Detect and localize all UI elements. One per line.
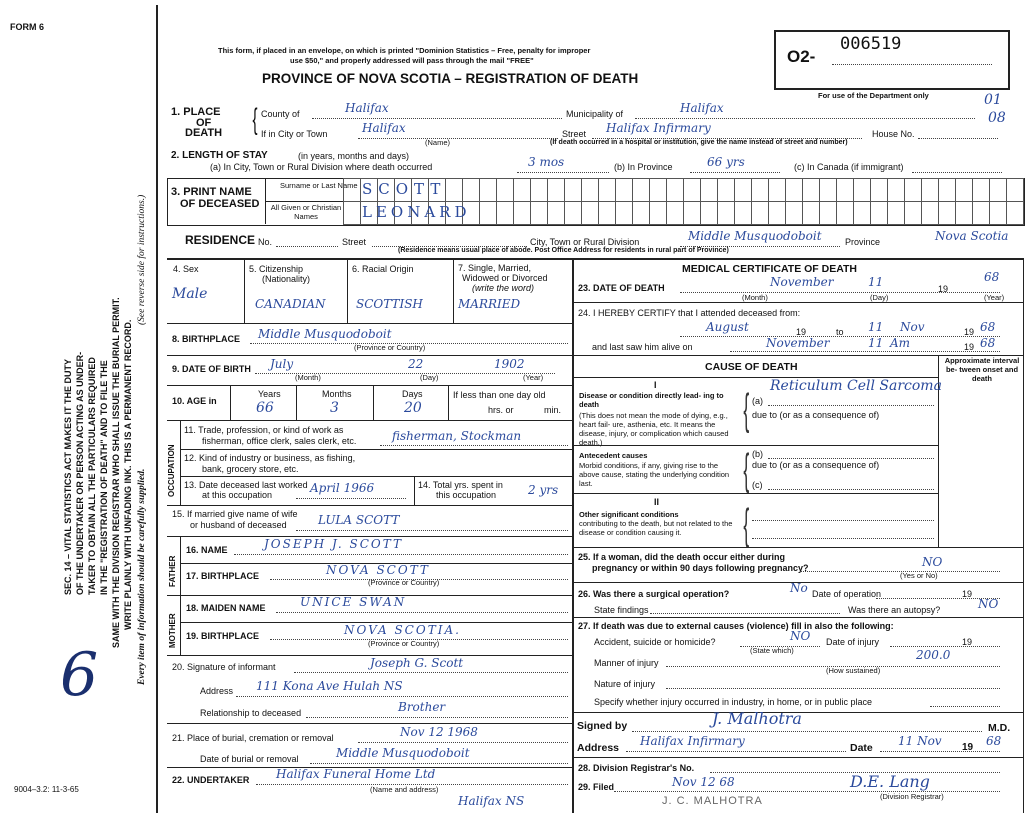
- residence-province-value: Nova Scotia: [935, 229, 1009, 243]
- street-label: Street: [562, 129, 587, 139]
- surgery-label: 26. Was there a surgical operation?: [578, 589, 730, 599]
- death-day-hint: (Day): [870, 293, 889, 302]
- informant-address: 111 Kona Ave Hulah NS: [256, 679, 403, 693]
- manner-label: Manner of injury: [594, 658, 659, 668]
- marital-label-1: 7. Single, Married,: [458, 263, 532, 273]
- burial-date-label: Date of burial or removal: [200, 754, 299, 764]
- cause-b-label: (b): [752, 449, 763, 459]
- accident-value: NO: [790, 629, 811, 643]
- undertaker-value: Halifax Funeral Home Ltd: [276, 767, 436, 781]
- registrar-signature: D.E. Lang: [850, 772, 930, 791]
- injury-year-prefix: 19: [962, 637, 973, 647]
- death-year: 68: [984, 270, 1000, 284]
- letter-box: [751, 178, 769, 202]
- printed-physician-name: J. C. MALHOTRA: [662, 795, 763, 807]
- letter-box: [802, 178, 820, 202]
- occupation-11-label: 11. Trade, profession, or kind of work as: [184, 425, 344, 435]
- antecedent-hint: Morbid conditions, if any, giving rise to the above cause, stating the underlying condition last.: [579, 461, 730, 488]
- certify-label: 24. I HEREBY CERTIFY that I attended deceased from:: [578, 308, 801, 318]
- registration-prefix: O2-: [787, 47, 816, 66]
- letter-box: [547, 201, 565, 225]
- occupation-12-label: 12. Kind of industry or business, as fishing,: [184, 453, 356, 463]
- envelope-notice-1: This form, if placed in an envelope, on which is printed "Dominion Statistics – Free, penalty for improper: [218, 46, 591, 55]
- informant-signature: Joseph G. Scott: [370, 656, 464, 670]
- interval-header: Approximate interval be- tween onset and death: [944, 356, 1020, 383]
- pregnancy-hint: (Yes or No): [900, 571, 938, 580]
- last-saw-month: November: [766, 336, 830, 350]
- medical-title: MEDICAL CERTIFICATE OF DEATH: [682, 263, 857, 275]
- occupation-11-label-b: fisherman, office clerk, sales clerk, etc.: [202, 436, 357, 446]
- letter-box: [785, 178, 803, 202]
- letter-box: [989, 178, 1007, 202]
- marital-value: MARRIED: [458, 297, 521, 311]
- md-label: M.D.: [988, 722, 1011, 734]
- autopsy-label: Was there an autopsy?: [848, 605, 941, 615]
- margin-handwritten-mark: 6: [60, 640, 99, 710]
- burial-date: Nov 12 1968: [400, 725, 478, 739]
- residence-no-label: No.: [258, 237, 273, 247]
- letter-box: [819, 178, 837, 202]
- attended-to-day: 11: [868, 320, 884, 334]
- letter-box: [683, 201, 701, 225]
- age-years-label: Years: [258, 389, 281, 399]
- occupation-side-label: OCCUPATION: [167, 444, 176, 497]
- residence-hint: (Residence means usual place of abode. Post Office Address for residents in rural part of Province): [398, 247, 729, 254]
- death-month: November: [770, 275, 834, 289]
- letter-box: [819, 201, 837, 225]
- dob-month-hint: (Month): [295, 373, 321, 382]
- sec14-line-1: SEC. 14 – VITAL STATISTICS ACT MAKES IT THE DUTY: [63, 358, 73, 595]
- relationship-value: Brother: [398, 700, 446, 714]
- stay-a-label: (a) In City, Town or Rural Division where death occurred: [210, 162, 433, 172]
- relationship-label: Relationship to deceased: [200, 708, 302, 718]
- dob-day-hint: (Day): [420, 373, 439, 382]
- surname-value: SCOTT: [362, 180, 447, 198]
- county-value: Halifax: [345, 101, 389, 115]
- county-label: County of: [261, 109, 300, 119]
- attended-from-year-prefix: 19: [796, 327, 807, 337]
- city-value: Halifax: [362, 121, 406, 135]
- age-days-label: Days: [402, 389, 423, 399]
- dept-code-1: 01: [984, 92, 1002, 108]
- institution-hint: (If death occurred in a hospital or institution, give the name instead of street and number): [550, 139, 848, 146]
- last-saw-year: 68: [980, 336, 996, 350]
- registration-number: 006519: [840, 34, 902, 54]
- age-days: 20: [404, 400, 422, 416]
- letter-box: [547, 178, 565, 202]
- age-months-label: Months: [322, 389, 352, 399]
- envelope-notice-2: use $50," and properly addressed will pass through the mail "FREE": [290, 56, 534, 65]
- direct-cause-hint: (This does not mean the mode of dying, e.g., heart fail- ure, asthenia, etc. It means the disease, injury, or complication which caused death.): [579, 411, 729, 447]
- signed-year-prefix: 19: [962, 742, 974, 753]
- sec14-line-6: WRITE PLAINLY WITH UNFADING INK. THIS IS A PERMANENT RECORD.: [123, 319, 133, 630]
- letter-box: [853, 178, 871, 202]
- letter-box: [530, 178, 548, 202]
- mother-birthplace-label: 19. BIRTHPLACE: [186, 631, 260, 641]
- birthplace-label: 8. BIRTHPLACE: [172, 334, 241, 344]
- marital-label-3: (write the word): [472, 283, 535, 293]
- letter-box: [598, 201, 616, 225]
- signed-year: 68: [986, 734, 1002, 748]
- surname-label: Surname or Last Name: [280, 181, 358, 190]
- occupation-13-label-b: at this occupation: [202, 490, 273, 500]
- stay-c-label: (c) In Canada (if immigrant): [794, 162, 904, 172]
- occupation-13-value: April 1966: [310, 481, 375, 495]
- letter-box: [1006, 201, 1024, 225]
- registrar-no-label: 28. Division Registrar's No.: [578, 763, 695, 773]
- signed-date-label: Date: [850, 742, 873, 754]
- age-min-label: min.: [544, 405, 562, 415]
- state-findings-label: State findings: [594, 605, 649, 615]
- dept-code-2: 08: [988, 110, 1006, 126]
- father-birthplace-hint: (Province or Country): [368, 578, 440, 587]
- letter-box: [717, 201, 735, 225]
- undertaker-label: 22. UNDERTAKER: [172, 775, 250, 785]
- letter-box: [717, 178, 735, 202]
- direct-cause-label: Disease or condition directly lead- ing to death: [579, 391, 724, 409]
- length-stay-label: 2. LENGTH OF STAY: [171, 150, 268, 161]
- last-saw-year-prefix: 19: [964, 342, 975, 352]
- mother-name-value: UNICE SWAN: [300, 595, 407, 609]
- sex-value: Male: [172, 286, 208, 302]
- accident-label: Accident, suicide or homicide?: [594, 637, 716, 647]
- letter-box: [802, 201, 820, 225]
- part-2-label: II: [654, 497, 660, 507]
- letter-box: [513, 178, 531, 202]
- burial-place: Middle Musquodoboit: [336, 746, 470, 760]
- cause-a-value: Reticulum Cell Sarcoma: [770, 378, 942, 394]
- registrar-hint: (Division Registrar): [880, 792, 944, 801]
- citizenship-value: CANADIAN: [255, 297, 326, 311]
- sec14-line-3: TAKER TO OBTAIN ALL THE PARTICULARS REQUIRED: [87, 357, 97, 595]
- death-month-hint: (Month): [742, 293, 768, 302]
- letter-box: [955, 201, 973, 225]
- death-date-label: 23. DATE OF DEATH: [578, 283, 665, 293]
- birthplace-hint: (Province or Country): [354, 343, 426, 352]
- racial-origin-value: SCOTTISH: [356, 297, 423, 311]
- age-hrs-label: hrs. or: [488, 405, 514, 415]
- letter-box: [921, 178, 939, 202]
- dob-day: 22: [408, 357, 424, 371]
- letter-box: [649, 201, 667, 225]
- city-name-hint: (Name): [425, 138, 451, 147]
- surgery-value: No: [790, 581, 808, 595]
- occupation-14-label-b: this occupation: [436, 490, 497, 500]
- letter-box: [785, 201, 803, 225]
- municipality-label: Municipality of: [566, 109, 624, 119]
- letter-box: [768, 201, 786, 225]
- other-conditions-hint: contributing to the death, but not related to the disease or condition causing it.: [579, 519, 733, 537]
- signed-date: 11 Nov: [898, 734, 942, 748]
- mother-birthplace-value: NOVA SCOTIA.: [344, 623, 461, 637]
- letter-box: [513, 201, 531, 225]
- industry-label: Specify whether injury occurred in industry, in home, or in public place: [594, 697, 872, 707]
- letter-box: [445, 178, 463, 202]
- sec14-line-4: IN THE "REGISTRATION OF DEATH" AND TO FILE THE: [99, 360, 109, 595]
- age-months: 3: [330, 400, 339, 416]
- birthplace-value: Middle Musquodoboit: [258, 327, 392, 341]
- letter-box: [496, 201, 514, 225]
- informant-address-label: Address: [200, 686, 234, 696]
- letter-box: [564, 178, 582, 202]
- attended-to-label: to: [836, 327, 844, 337]
- dob-label: 9. DATE OF BIRTH: [172, 364, 251, 374]
- letter-box: [887, 201, 905, 225]
- given-label: All Given or Christian Names: [270, 203, 342, 221]
- father-name-label: 16. NAME: [186, 545, 228, 555]
- letter-box: [768, 178, 786, 202]
- form-code: 9004–3.2: 11-3-65: [14, 785, 79, 794]
- letter-box: [479, 201, 497, 225]
- father-side-label: FATHER: [168, 555, 177, 587]
- filed-value: Nov 12 68: [672, 775, 735, 789]
- letter-box: [1006, 178, 1024, 202]
- operation-year-prefix: 19: [962, 589, 973, 599]
- see-reverse-note: (See reverse side for instructions.): [137, 194, 147, 325]
- dob-year-hint: (Year): [523, 373, 544, 382]
- residence-label: RESIDENCE: [185, 233, 256, 247]
- burial-label: 21. Place of burial, cremation or removal: [172, 733, 334, 743]
- attended-to-month: Nov: [900, 320, 925, 334]
- sec14-line-5: SAME WITH THE DIVISION REGISTRAR WHO SHALL ISSUE THE BURIAL PERMIT.: [111, 297, 121, 648]
- signed-address-label: Address: [577, 742, 620, 754]
- house-label: House No.: [872, 129, 915, 139]
- letter-box: [666, 201, 684, 225]
- print-name-label-1: 3. PRINT NAME: [171, 186, 252, 198]
- external-causes-label: 27. If death was due to external causes (violence) fill in also the following:: [578, 621, 894, 631]
- age-label: 10. AGE in: [172, 396, 217, 406]
- mother-birthplace-hint: (Province or Country): [368, 639, 440, 648]
- mother-side-label: MOTHER: [168, 613, 177, 648]
- occupation-12-label-b: bank, grocery store, etc.: [202, 464, 299, 474]
- letter-box: [836, 178, 854, 202]
- attended-from: August: [706, 320, 749, 334]
- other-conditions-label: Other significant conditions: [579, 510, 679, 519]
- attended-to-year-prefix: 19: [964, 327, 975, 337]
- city-label: If in City or Town: [261, 129, 328, 139]
- letter-box: [700, 178, 718, 202]
- informant-label: 20. Signature of informant: [172, 662, 276, 672]
- due-to-1: due to (or as a consequence of): [752, 410, 880, 420]
- antecedent-label: Antecedent causes: [579, 451, 648, 460]
- letter-box: [887, 178, 905, 202]
- operation-date-label: Date of operation: [812, 589, 882, 599]
- letter-box: [734, 178, 752, 202]
- father-name-value: JOSEPH J. SCOTT: [264, 537, 403, 551]
- residence-province-label: Province: [845, 237, 881, 247]
- letter-box: [734, 201, 752, 225]
- death-year-hint: (Year): [984, 293, 1005, 302]
- letter-box: [870, 201, 888, 225]
- letter-box: [615, 201, 633, 225]
- pregnancy-value: NO: [922, 555, 943, 569]
- signed-address: Halifax Infirmary: [640, 734, 745, 748]
- of-label: OF: [196, 117, 212, 129]
- death-label: DEATH: [185, 127, 223, 139]
- age-years: 66: [256, 400, 274, 416]
- dept-use-note: For use of the Department only: [818, 91, 929, 100]
- manner-hint: (How sustained): [826, 666, 881, 675]
- dob-year: 1902: [494, 357, 525, 371]
- nature-label: Nature of injury: [594, 679, 656, 689]
- undertaker-city: Halifax NS: [458, 794, 525, 808]
- letter-box: [632, 178, 650, 202]
- letter-box: [564, 201, 582, 225]
- letter-box: [938, 201, 956, 225]
- father-birthplace-value: NOVA SCOTT: [326, 563, 430, 577]
- letter-box: [666, 178, 684, 202]
- every-item-note: Every item of information should be carefully supplied.: [137, 468, 147, 685]
- racial-origin-label: 6. Racial Origin: [352, 264, 414, 274]
- municipality-value: Halifax: [680, 101, 724, 115]
- letter-box: [683, 178, 701, 202]
- father-birthplace-label: 17. BIRTHPLACE: [186, 571, 260, 581]
- letter-box: [479, 178, 497, 202]
- letter-box: [836, 201, 854, 225]
- manner-value: 200.0: [916, 648, 951, 662]
- cause-title: CAUSE OF DEATH: [705, 361, 798, 373]
- citizenship-sub: (Nationality): [262, 274, 311, 284]
- residence-division-label: City, Town or Rural Division: [530, 237, 640, 247]
- stay-b-label: (b) In Province: [614, 162, 673, 172]
- pregnancy-label: 25. If a woman, did the death occur either during: [578, 552, 786, 562]
- letter-box: [581, 201, 599, 225]
- last-saw-day: 11: [868, 336, 884, 350]
- filed-label: 29. Filed: [578, 782, 615, 792]
- last-saw-label: and last saw him alive on: [592, 342, 693, 352]
- residence-division-value: Middle Musquodoboit: [688, 229, 822, 243]
- form-number: FORM 6: [10, 22, 45, 32]
- autopsy-value: NO: [978, 597, 999, 611]
- letter-box: [530, 201, 548, 225]
- cause-a-label: (a): [752, 396, 763, 406]
- letter-box: [989, 201, 1007, 225]
- letter-box: [751, 201, 769, 225]
- letter-box: [938, 178, 956, 202]
- occupation-14-value: 2 yrs: [528, 483, 559, 497]
- spouse-value: LULA SCOTT: [318, 513, 400, 527]
- sec14-line-2: OF THE UNDERTAKER OR PERSON ACTING AS UNDER-: [75, 351, 85, 595]
- part-1-label: I: [654, 380, 657, 390]
- letter-box: [632, 201, 650, 225]
- pregnancy-label-2: pregnancy or within 90 days following pregnancy?: [592, 563, 809, 573]
- letter-box: [700, 201, 718, 225]
- accident-hint: (State which): [750, 646, 794, 655]
- letter-box: [972, 201, 990, 225]
- undertaker-hint: (Name and address): [370, 785, 439, 794]
- injury-date-label: Date of injury: [826, 637, 880, 647]
- street-value: Halifax Infirmary: [606, 121, 711, 135]
- due-to-2: due to (or as a consequence of): [752, 460, 880, 470]
- letter-box: [853, 201, 871, 225]
- sex-label: 4. Sex: [173, 264, 199, 274]
- letter-box: [921, 201, 939, 225]
- letter-box: [615, 178, 633, 202]
- dob-month: July: [270, 357, 294, 371]
- age-less-label: If less than one day old: [453, 390, 546, 400]
- attended-to-year: 68: [980, 320, 996, 334]
- letter-box: [904, 178, 922, 202]
- marital-label-2: Widowed or Divorced: [462, 273, 548, 283]
- letter-box: [581, 178, 599, 202]
- letter-box: [462, 178, 480, 202]
- death-year-prefix: 19: [938, 284, 949, 294]
- stay-b-value: 66 yrs: [707, 155, 745, 169]
- occupation-14-label: 14. Total yrs. spent in: [418, 480, 503, 490]
- occupation-11-value: fisherman, Stockman: [392, 429, 522, 443]
- spouse-label: 15. If married give name of wife: [172, 509, 298, 519]
- form-title: PROVINCE OF NOVA SCOTIA – REGISTRATION OF DEATH: [262, 71, 639, 86]
- mother-name-label: 18. MAIDEN NAME: [186, 603, 266, 613]
- occupation-13-label: 13. Date deceased last worked: [184, 480, 308, 490]
- letter-box: [598, 178, 616, 202]
- print-name-label-2: OF DECEASED: [180, 198, 260, 210]
- letter-box: [904, 201, 922, 225]
- residence-street-label: Street: [342, 237, 367, 247]
- letter-box: [870, 178, 888, 202]
- given-value: LEONARD: [362, 203, 471, 221]
- letter-box: [343, 201, 361, 225]
- death-day: 11: [868, 275, 884, 289]
- citizenship-label: 5. Citizenship: [249, 264, 304, 274]
- cause-c-label: (c): [752, 480, 763, 490]
- length-stay-hint: (in years, months and days): [298, 151, 410, 161]
- spouse-label-2: or husband of deceased: [190, 520, 287, 530]
- letter-box: [496, 178, 514, 202]
- stay-a-value: 3 mos: [528, 155, 565, 169]
- place-label: 1. PLACE: [171, 106, 221, 118]
- letter-box: [649, 178, 667, 202]
- signed-by-label: Signed by: [577, 720, 628, 732]
- letter-box: [972, 178, 990, 202]
- last-saw-ampm: Am: [890, 336, 911, 350]
- letter-box: [955, 178, 973, 202]
- left-margin-rule: [156, 5, 158, 813]
- letter-box: [343, 178, 361, 202]
- physician-signature: J. Malhotra: [712, 709, 802, 728]
